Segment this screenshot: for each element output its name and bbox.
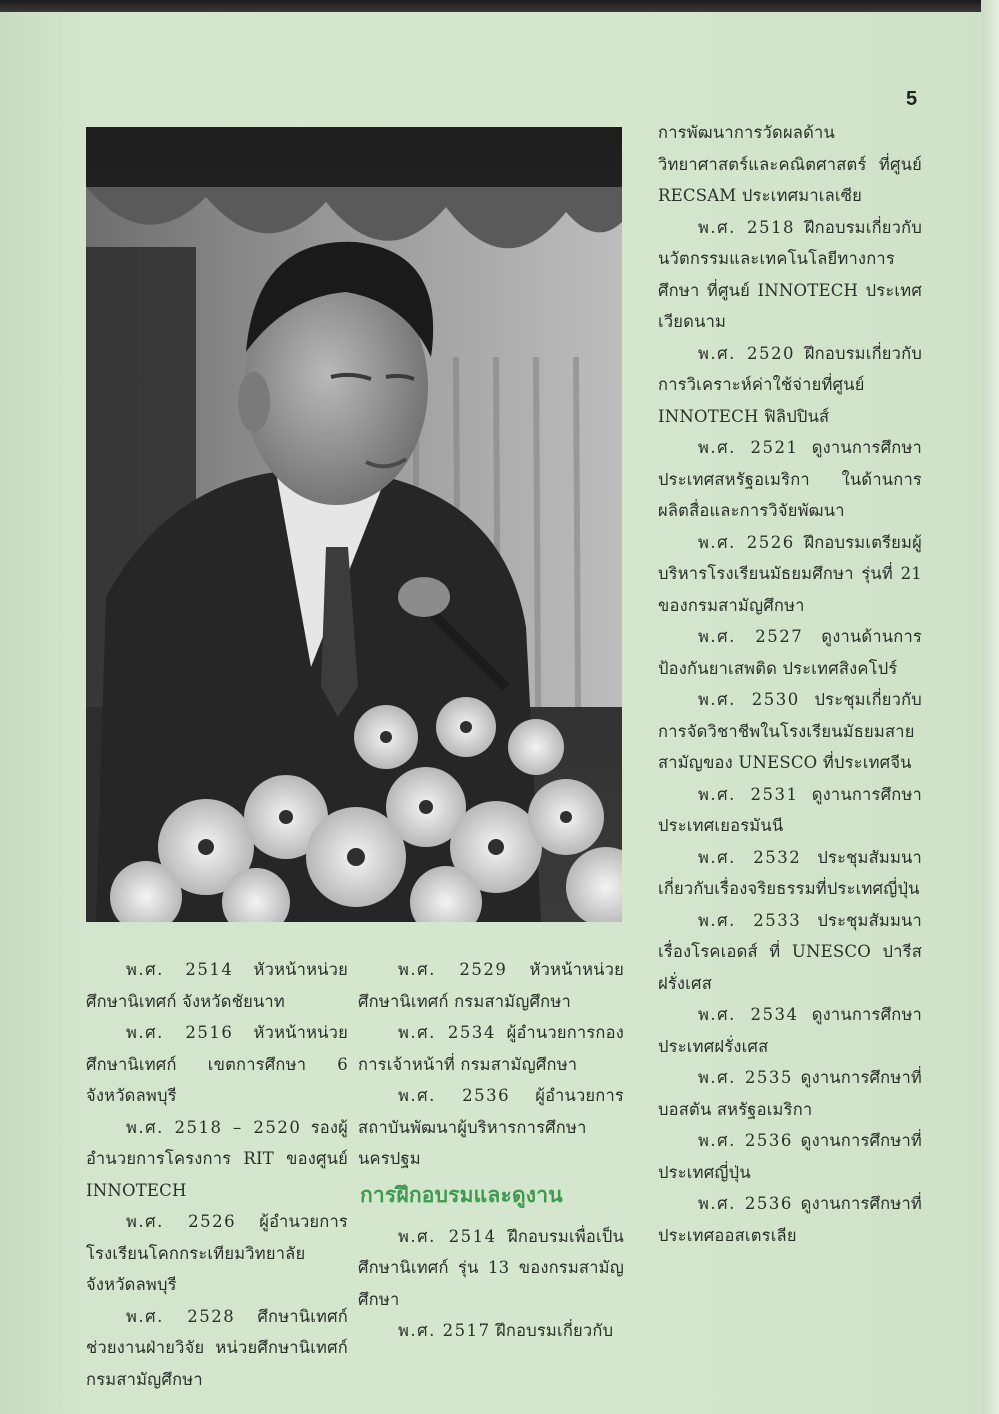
middle-entry: พ.ศ. 2529 หัวหน้าหน่วยศึกษานิเทศก์ กรมสามัญศึกษา <box>358 960 624 1011</box>
right-entry: พ.ศ. 2532 ประชุมสัมมนาเกี่ยวกับเรื่องจริยธรรมที่ประเทศญี่ปุ่น <box>658 847 922 898</box>
left-entry: พ.ศ. 2528 ศึกษานิเทศก์ ช่วยงานฝ่ายวิจัย หน่วยศึกษานิเทศก์ กรมสามัญศึกษา <box>86 1306 348 1389</box>
right-entry: พ.ศ. 2521 ดูงานการศึกษา ประเทศสหรัฐอเมริกา ในด้านการผลิตสื่อและการวิจัยพัฒนา <box>658 438 922 520</box>
photo-illustration <box>86 127 622 922</box>
left-entry: พ.ศ. 2518 – 2520 รองผู้อำนวยการโครงการ RIT ของศูนย์ INNOTECH <box>86 1117 348 1200</box>
training-entry: พ.ศ. 2517 ฝึกอบรมเกี่ยวกับ <box>398 1321 614 1340</box>
right-entry: พ.ศ. 2520 ฝึกอบรมเกี่ยวกับการวิเคราะห์ค่าใช้จ่ายที่ศูนย์ INNOTECH ฟิลิปปินส์ <box>658 343 922 426</box>
right-entry: พ.ศ. 2533 ประชุมสัมมนาเรื่องโรคเอดส์ ที่ UNESCO ปารีส ฝรั่งเศส <box>658 910 922 993</box>
page-number: 5 <box>906 88 918 110</box>
right-entry: พ.ศ. 2530 ประชุมเกี่ยวกับการจัดวิชาชีพในโรงเรียนมัธยมสายสามัญของ UNESCO ที่ประเทศจีน <box>658 690 922 772</box>
right-entry: พ.ศ. 2526 ฝึกอบรมเตรียมผู้บริหารโรงเรียนมัธยมศึกษา รุ่นที่ 21 ของกรมสามัญศึกษา <box>658 532 922 615</box>
right-entry: พ.ศ. 2535 ดูงานการศึกษาที่ บอสตัน สหรัฐอเมริกา <box>658 1068 922 1119</box>
scan-top-edge <box>0 0 999 12</box>
right-entry: พ.ศ. 2531 ดูงานการศึกษา ประเทศเยอรมันนี <box>658 784 922 835</box>
right-column-intro: การพัฒนาการวัดผลด้านวิทยาศาสตร์และคณิตศาสตร์ ที่ศูนย์ RECSAM ประเทศมาเลเซีย <box>658 123 922 205</box>
left-entry: พ.ศ. 2514 หัวหน้าหน่วยศึกษานิเทศก์ จังหวัดชัยนาท <box>86 960 348 1011</box>
middle-entry: พ.ศ. 2534 ผู้อำนวยการกองการเจ้าหน้าที่ กรมสามัญศึกษา <box>358 1023 624 1074</box>
scan-right-edge <box>981 0 999 1414</box>
middle-entry: พ.ศ. 2536 ผู้อำนวยการสถาบันพัฒนาผู้บริหารการศึกษา นครปฐม <box>358 1086 624 1168</box>
right-entry: พ.ศ. 2536 ดูงานการศึกษาที่ ประเทศญี่ปุ่น <box>658 1131 922 1182</box>
right-column <box>658 117 922 1251</box>
training-entry: พ.ศ. 2514 ฝึกอบรมเพื่อเป็นศึกษานิเทศก์ รุ่น 13 ของกรมสามัญศึกษา <box>358 1226 624 1309</box>
left-entry: พ.ศ. 2526 ผู้อำนวยการโรงเรียนโคกกระเทียมวิทยาลัย จังหวัดลพบุรี <box>86 1212 348 1294</box>
right-entry: พ.ศ. 2534 ดูงานการศึกษา ประเทศฝรั่งเศส <box>658 1005 922 1056</box>
right-entry: พ.ศ. 2518 ฝึกอบรมเกี่ยวกับนวัตกรรมและเทคโนโลยีทางการศึกษา ที่ศูนย์ INNOTECH ประเทศเวียดนาม <box>658 217 922 331</box>
section-heading: การฝึกอบรมและดูงาน <box>360 1183 563 1207</box>
left-column <box>86 954 348 1395</box>
middle-column <box>358 954 624 1347</box>
right-entry: พ.ศ. 2527 ดูงานด้านการป้องกันยาเสพติด ประเทศสิงคโปร์ <box>658 627 922 678</box>
portrait-photo <box>86 127 622 922</box>
left-entry: พ.ศ. 2516 หัวหน้าหน่วยศึกษานิเทศก์ เขตการศึกษา 6 จังหวัดลพบุรี <box>86 1023 348 1105</box>
right-entry: พ.ศ. 2536 ดูงานการศึกษาที่ ประเทศออสเตรเลีย <box>658 1194 922 1245</box>
